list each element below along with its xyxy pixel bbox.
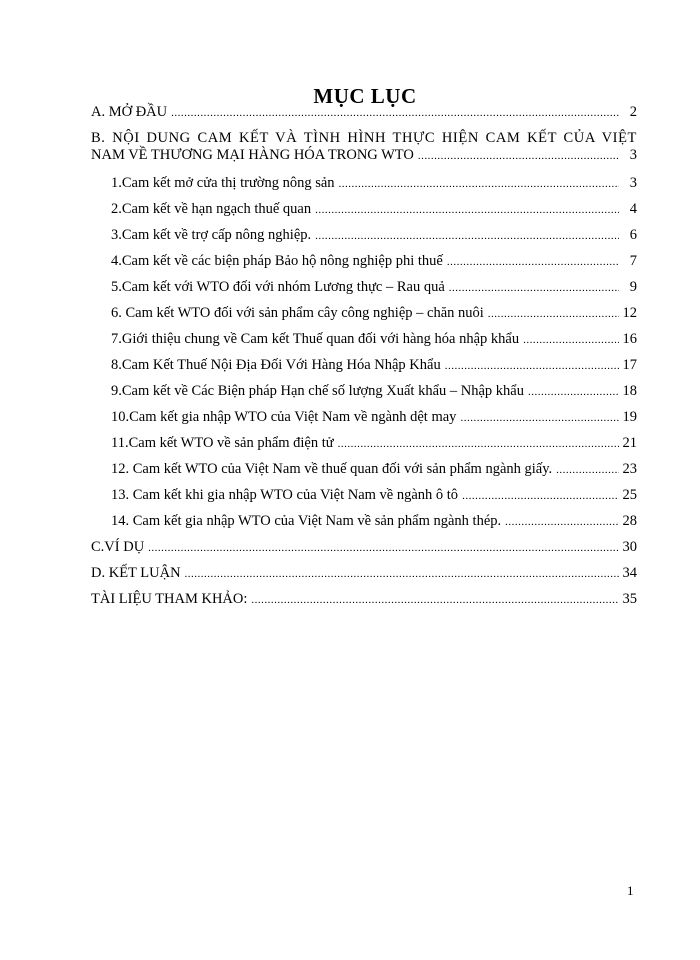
toc-entry-text: 13. Cam kết khi gia nhập WTO của Việt Nam về ngành ô tô <box>111 487 459 503</box>
toc-page-number: 28 <box>622 513 637 529</box>
dot-leader <box>185 566 619 583</box>
toc-page-number: 35 <box>622 591 637 607</box>
toc-entry-12[interactable] <box>91 461 637 487</box>
toc-entry-text: 3.Cam kết về trợ cấp nông nghiệp. <box>111 227 312 243</box>
toc-title: MỤC LỤC <box>313 84 417 108</box>
toc-page-number: 3 <box>629 147 637 163</box>
toc-entry-text: 2.Cam kết về hạn ngạch thuế quan <box>111 201 312 217</box>
dot-leader <box>528 384 619 401</box>
toc-entry-text-line1: B. NỘI DUNG CAM KẾT VÀ TÌNH HÌNH THỰC HIỆN CAM KẾT CỦA VIỆT <box>91 130 637 146</box>
dot-leader <box>148 540 618 557</box>
toc-entry-9[interactable] <box>91 383 637 409</box>
toc-entry-mo-dau[interactable] <box>91 104 637 130</box>
dot-leader <box>418 148 619 165</box>
toc-entry-text: 4.Cam kết về các biện pháp Bảo hộ nông nghiệp phi thuế <box>111 253 443 269</box>
dot-leader <box>488 306 619 323</box>
toc-entry-text: 7.Giới thiệu chung về Cam kết Thuế quan đối với hàng hóa nhập khẩu <box>111 331 520 347</box>
toc-entry-text: C.VÍ DỤ <box>91 539 145 555</box>
toc-page-number: 25 <box>622 487 637 503</box>
toc-page-number: 30 <box>622 539 637 555</box>
dot-leader <box>505 514 618 531</box>
toc-entry-1[interactable] <box>91 175 637 201</box>
dot-leader <box>445 358 619 375</box>
toc-entry-8[interactable] <box>91 357 637 383</box>
toc-entry-text: D. KẾT LUẬN <box>91 565 181 581</box>
toc-entry-3[interactable] <box>91 227 637 253</box>
dot-leader <box>447 254 619 271</box>
toc-entry-text: 9.Cam kết về Các Biện pháp Hạn chế số lượng Xuất khẩu – Nhập khẩu <box>111 383 524 399</box>
toc-entry-noi-dung[interactable] <box>91 130 637 165</box>
dot-leader <box>251 592 618 609</box>
toc-entry-text-line2: NAM VỀ THƯƠNG MẠI HÀNG HÓA TRONG WTO <box>91 147 414 163</box>
toc-entry-text: 12. Cam kết WTO của Việt Nam về thuế quan đối với sản phẩm ngành giấy. <box>111 461 553 477</box>
toc-entry-text: TÀI LIỆU THAM KHẢO: <box>91 591 248 607</box>
toc-entry-4[interactable] <box>91 253 637 279</box>
toc-page-number: 12 <box>622 305 637 321</box>
toc-page-number: 2 <box>629 104 637 120</box>
toc-entry-6[interactable] <box>91 305 637 331</box>
toc-entry-text: 14. Cam kết gia nhập WTO của Việt Nam về sản phẩm ngành thép. <box>111 513 502 529</box>
toc-page-number: 18 <box>622 383 637 399</box>
toc-page-number: 23 <box>622 461 637 477</box>
toc-page-number: 34 <box>622 565 637 581</box>
toc-entry-text: 10.Cam kết gia nhập WTO của Việt Nam về ngành dệt may <box>111 409 457 425</box>
toc-page-number: 3 <box>629 175 637 191</box>
dot-leader <box>315 202 619 219</box>
toc-entry-text: 8.Cam Kết Thuế Nội Địa Đối Với Hàng Hóa Nhập Khẩu <box>111 357 441 373</box>
toc-entry-ket-luan[interactable] <box>91 565 637 591</box>
toc-entry-2[interactable] <box>91 201 637 227</box>
toc-entry-14[interactable] <box>91 513 637 539</box>
toc-entry-5[interactable] <box>91 279 637 305</box>
toc-entry-13[interactable] <box>91 487 637 513</box>
toc-entry-text: 6. Cam kết WTO đối với sản phẩm cây công nghiệp – chăn nuôi <box>111 305 484 321</box>
dot-leader <box>460 410 618 427</box>
dot-leader <box>449 280 619 297</box>
toc-entry-text: 5.Cam kết với WTO đối với nhóm Lương thực – Rau quả <box>111 279 445 295</box>
dot-leader <box>556 462 618 479</box>
toc-page-number: 16 <box>622 331 637 347</box>
toc-page-number: 19 <box>622 409 637 425</box>
toc-page-number: 7 <box>629 253 637 269</box>
toc-entry-text: 1.Cam kết mở cửa thị trường nông sản <box>111 175 335 191</box>
toc-page-number: 4 <box>629 201 637 217</box>
toc-page-number: 9 <box>629 279 637 295</box>
dot-leader <box>523 332 618 349</box>
toc-entry-11[interactable] <box>91 435 637 461</box>
toc-entry-text: A. MỞ ĐẦU <box>91 104 168 120</box>
table-of-contents <box>91 104 637 617</box>
toc-entry-10[interactable] <box>91 409 637 435</box>
toc-entry-line2 <box>91 147 637 165</box>
footer-page-number: 1 <box>627 883 634 898</box>
toc-entry-7[interactable] <box>91 331 637 357</box>
toc-entry-text: 11.Cam kết WTO về sản phẩm điện tử <box>111 435 334 451</box>
dot-leader <box>315 228 619 245</box>
toc-page-number: 17 <box>622 357 637 373</box>
toc-entry-tai-lieu[interactable] <box>91 591 637 617</box>
toc-page-number: 21 <box>622 435 637 451</box>
dot-leader <box>462 488 618 505</box>
toc-entry-vi-du[interactable] <box>91 539 637 565</box>
dot-leader <box>171 105 619 122</box>
dot-leader <box>338 436 619 453</box>
toc-page-number: 6 <box>629 227 637 243</box>
dot-leader <box>339 176 619 193</box>
